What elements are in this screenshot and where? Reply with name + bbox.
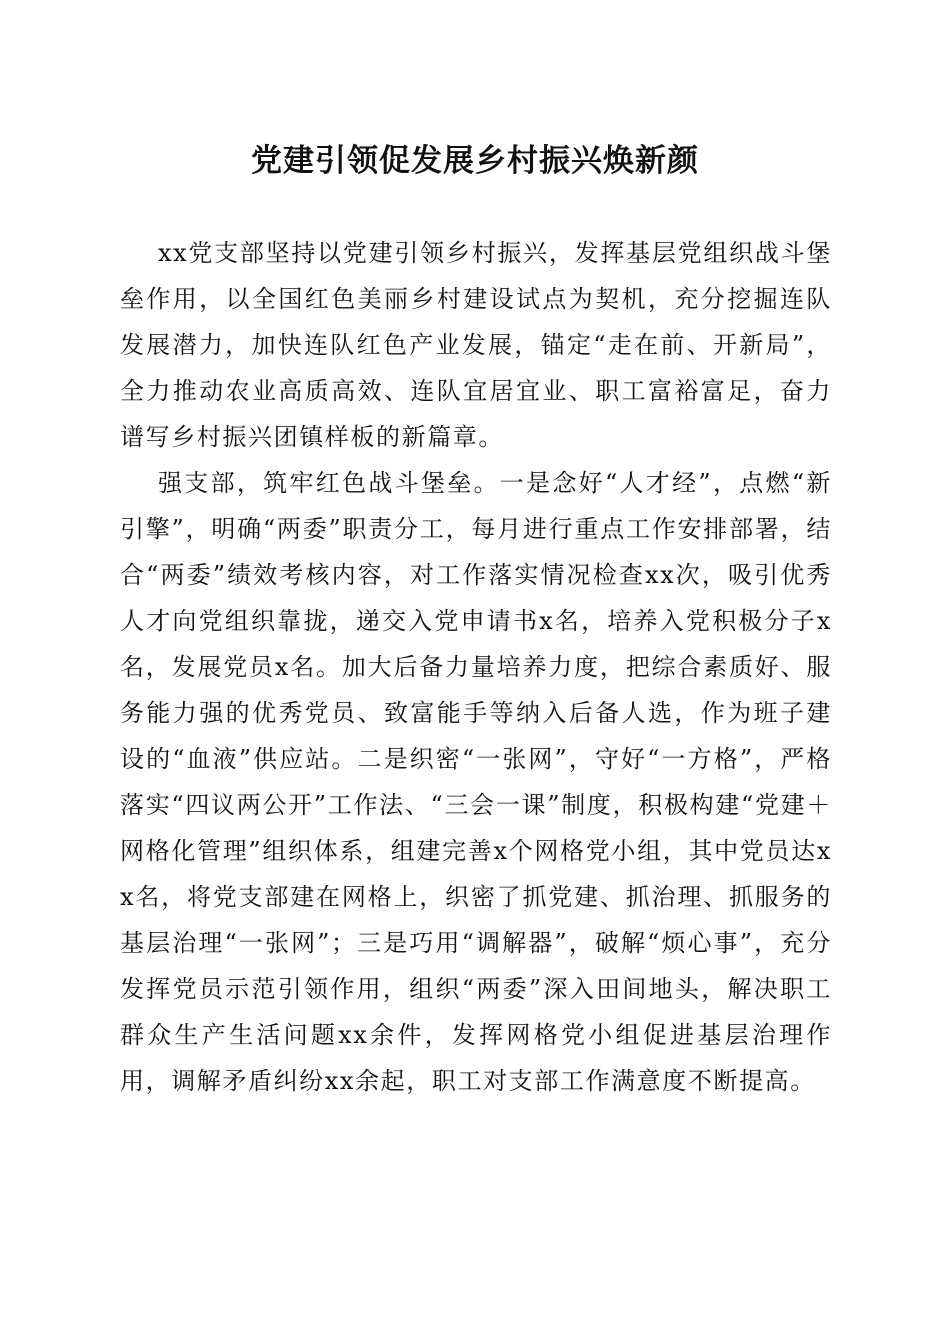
paragraph-strengthen-branch: 强支部，筑牢红色战斗堡垒。一是念好“人才经”，点燃“新引擎”，明确“两委”职责分工，每月进行重点工作安排部署，结合“两委”绩效考核内容，对工作落实情况检查xx次，吸引优秀人才向党组织靠拢，递交入党申请书x名，培养入党积极分子x名，发展党员x名。加大后备力量培养力度，把综合素质好、服务能力强的优秀党员、致富能手等纳入后备人选，作为班子建设的“血液”供应站。二是织密“一张网”，守好“一方格”，严格落实“四议两公开”工作法、“三会一课”制度，积极构建“党建＋网格化管理”组织体系，组建完善x个网格党小组，其中党员达xx名，将党支部建在网格上，织密了抓党建、抓治理、抓服务的基层治理“一张网”；三是巧用“调解器”，破解“烦心事”，充分发挥党员示范引领作用，组织“两委”深入田间地头，解决职工群众生产生活问题xx余件，发挥网格党小组促进基层治理作用，调解矛盾纠纷xx余起，职工对支部工作满意度不断提高。 — [120, 469, 832, 1095]
document-body — [120, 230, 832, 1104]
document-title: 党建引领促发展乡村振兴焕新颜 — [251, 143, 699, 179]
paragraph-intro: xx党支部坚持以党建引领乡村振兴，发挥基层党组织战斗堡垒作用，以全国红色美丽乡村建设试点为契机，充分挖掘连队发展潜力，加快连队红色产业发展，锚定“走在前、开新局”，全力推动农业高质高效、连队宜居宜业、职工富裕富足，奋力谱写乡村振兴团镇样板的新篇章。 — [120, 239, 832, 451]
